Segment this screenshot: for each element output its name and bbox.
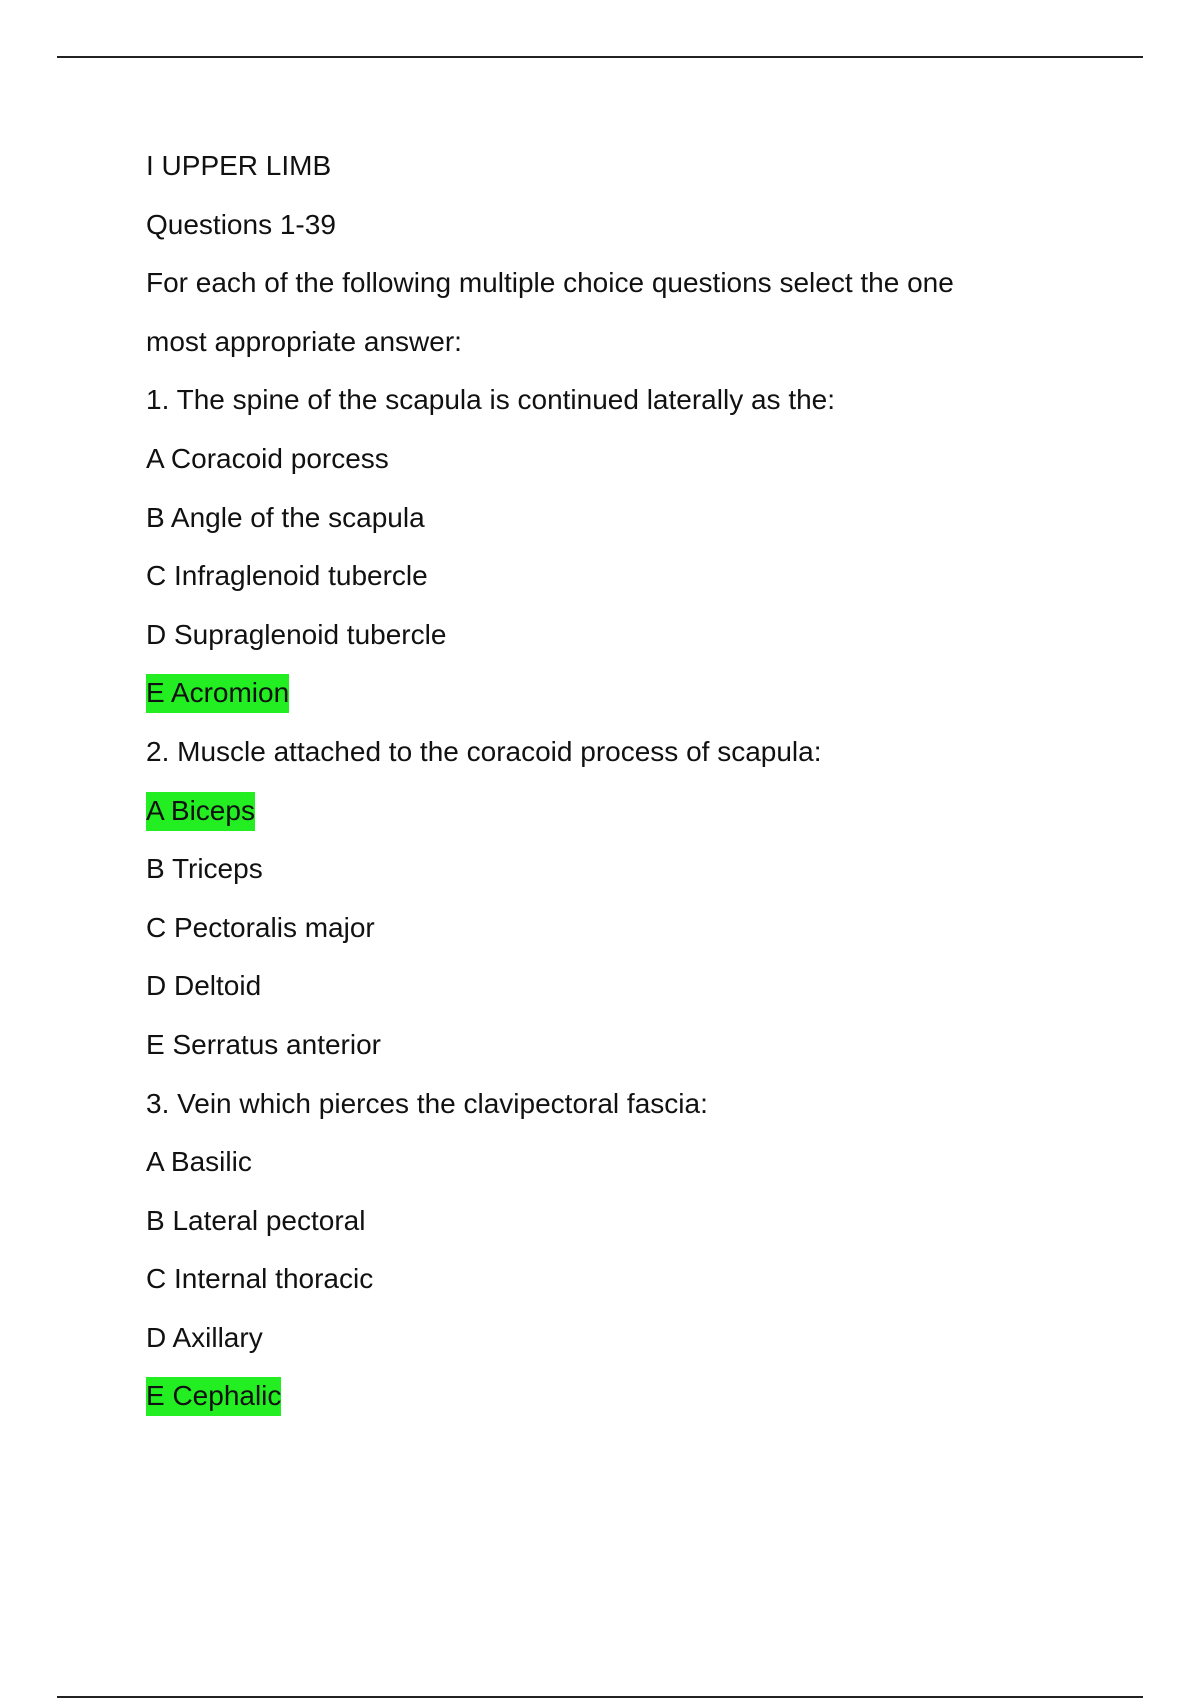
answer-option-label: B Angle of the scapula xyxy=(146,501,425,533)
instructions-line-1: For each of the following multiple choice questions select the one xyxy=(146,267,954,299)
answer-option-e xyxy=(146,1367,1046,1426)
question-1 xyxy=(146,371,1046,723)
answer-option-b xyxy=(146,1192,1046,1251)
question-stem: 3. Vein which pierces the clavipectoral fascia: xyxy=(146,1087,708,1119)
answer-option-label: C Pectoralis major xyxy=(146,911,375,943)
highlighted-answer: E Cephalic xyxy=(146,1377,281,1416)
answer-option-b xyxy=(146,840,1046,899)
question-stem: 2. Muscle attached to the coracoid process of scapula: xyxy=(146,735,822,767)
answer-option-label: C Internal thoracic xyxy=(146,1263,374,1295)
answer-option-label: A Coracoid porcess xyxy=(146,442,389,474)
question-stem: 1. The spine of the scapula is continued laterally as the: xyxy=(146,384,836,416)
highlighted-answer: A Biceps xyxy=(146,792,255,831)
answer-option-label: B Triceps xyxy=(146,853,263,885)
answer-option-c xyxy=(146,899,1046,958)
question-2 xyxy=(146,723,1046,1075)
question-3 xyxy=(146,1075,1046,1427)
answer-option-c xyxy=(146,547,1046,606)
instructions-line-2: most appropriate answer: xyxy=(146,325,462,357)
answer-option-a xyxy=(146,430,1046,489)
questions-range: Questions 1-39 xyxy=(146,208,336,240)
answer-option-label: A Basilic xyxy=(146,1146,252,1178)
answer-option-label: D Supraglenoid tubercle xyxy=(146,618,447,650)
answer-option-d xyxy=(146,1309,1046,1368)
header-rule xyxy=(57,56,1143,58)
answer-option-a xyxy=(146,782,1046,841)
highlighted-answer: E Acromion xyxy=(146,674,289,713)
answer-option-label: B Lateral pectoral xyxy=(146,1204,366,1236)
section-title: I UPPER LIMB xyxy=(146,150,332,181)
answer-option-e xyxy=(146,664,1046,723)
answer-option-label: D Deltoid xyxy=(146,970,262,1002)
answer-option-d xyxy=(146,957,1046,1016)
answer-option-label: E Serratus anterior xyxy=(146,1028,381,1060)
answer-option-b xyxy=(146,489,1046,548)
answer-option-d xyxy=(146,606,1046,665)
answer-option-a xyxy=(146,1133,1046,1192)
answer-option-label: C Infraglenoid tubercle xyxy=(146,560,428,592)
answer-option-label: D Axillary xyxy=(146,1321,263,1353)
answer-option-e xyxy=(146,1016,1046,1075)
answer-option-c xyxy=(146,1250,1046,1309)
footer-rule xyxy=(57,1696,1143,1698)
document-body xyxy=(146,137,1046,1426)
